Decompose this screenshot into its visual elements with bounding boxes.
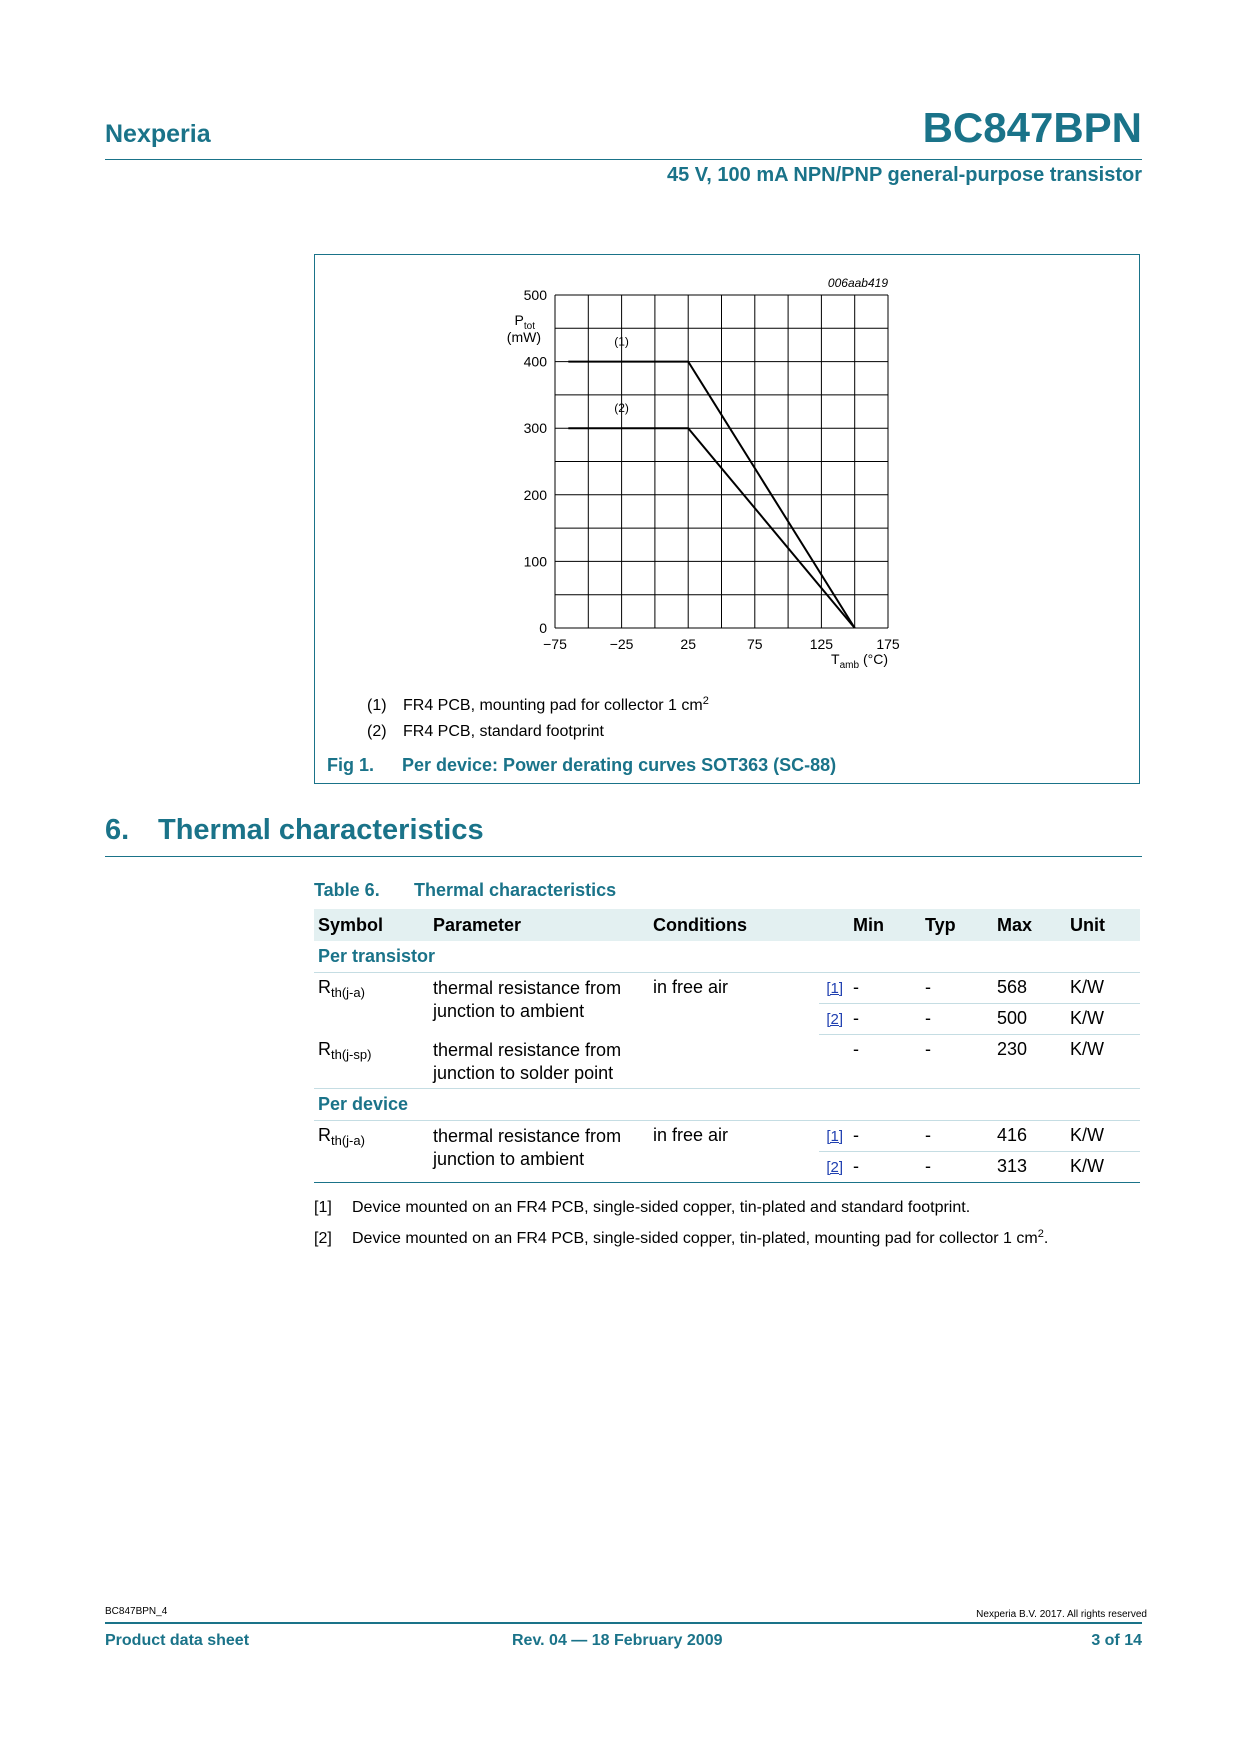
section-heading — [105, 814, 484, 847]
x-tick-label: −75 — [543, 636, 567, 652]
symbol-subscript: th(j-a) — [331, 1133, 365, 1148]
document-subtitle: 45 V, 100 mA NPN/PNP general-purpose transistor — [667, 164, 1142, 186]
header-min: Min — [853, 914, 884, 935]
symbol-subscript: th(j-sp) — [331, 1046, 372, 1062]
figure-note-1 — [367, 695, 709, 715]
figure-code: 006aab419 — [827, 276, 888, 290]
symbol-main: R — [318, 1038, 331, 1059]
conditions-cell: in free air — [653, 977, 729, 997]
ref-cell — [819, 1004, 849, 1035]
x-tick-label: −25 — [609, 636, 634, 652]
header-typ: Typ — [925, 914, 956, 935]
unit-cell: K/W — [1066, 1004, 1140, 1035]
header-max: Max — [997, 914, 1033, 935]
header-symbol: Symbol — [318, 914, 384, 935]
table-footnote-2 — [314, 1228, 1048, 1248]
footnote-number: [2] — [314, 1230, 332, 1247]
table-caption — [314, 880, 616, 901]
footnote-ref-link[interactable]: [1] — [826, 1128, 843, 1145]
min-cell: - — [849, 1004, 921, 1035]
y-tick-label: 400 — [523, 353, 547, 370]
section-number: 6. — [105, 814, 130, 846]
unit-cell: K/W — [1066, 973, 1140, 1004]
min-cell: - — [849, 1152, 921, 1183]
symbol-subscript: th(j-a) — [331, 985, 365, 1000]
copyright-notice: Nexperia B.V. 2017. All rights reserved — [976, 1609, 1147, 1620]
footnote-ref-link[interactable]: [2] — [826, 1159, 843, 1176]
table-row — [314, 1121, 1140, 1152]
series-label: (2) — [614, 401, 629, 416]
document-type: Product data sheet — [105, 1632, 250, 1649]
header-unit: Unit — [1070, 914, 1105, 935]
figure-note-2 — [367, 723, 604, 741]
group-title: Per transistor — [314, 941, 1140, 973]
x-tick-label: 125 — [809, 636, 834, 652]
footnote-ref-link[interactable]: [1] — [826, 980, 843, 997]
typ-cell: - — [921, 1004, 993, 1035]
header-rule — [105, 159, 1142, 160]
table-row — [314, 973, 1140, 1004]
parameter-line-1: thermal resistance from — [433, 978, 622, 998]
figure-note-1-text: FR4 PCB, mounting pad for collector 1 cm — [403, 697, 703, 714]
table-row — [314, 1035, 1140, 1089]
ref-cell — [819, 973, 849, 1004]
series-label: (1) — [614, 334, 629, 349]
ref-cell — [819, 1121, 849, 1152]
x-axis-label-subscript: amb — [839, 660, 860, 671]
figure-box — [314, 254, 1140, 784]
symbol-cell — [314, 1035, 429, 1089]
revision-info: Rev. 04 — 18 February 2009 — [512, 1632, 723, 1649]
min-cell: - — [849, 1121, 921, 1152]
group-row-per-transistor — [314, 941, 1140, 973]
thermal-characteristics-table — [314, 909, 1140, 1183]
conditions-cell — [649, 1035, 819, 1089]
page-number: 3 of 14 — [1091, 1632, 1142, 1649]
table-caption-label: Table 6. — [314, 880, 380, 900]
unit-cell: K/W — [1066, 1121, 1140, 1152]
max-cell: 416 — [993, 1121, 1066, 1152]
figure-note-1-number: (1) — [367, 697, 387, 714]
min-cell: - — [849, 973, 921, 1004]
unit-cell: K/W — [1066, 1152, 1140, 1183]
parameter-line-2: junction to ambient — [433, 1001, 585, 1021]
parameter-line-2: junction to ambient — [433, 1149, 585, 1169]
symbol-cell — [314, 973, 429, 1035]
section-title: Thermal characteristics — [158, 814, 484, 846]
x-axis-label — [831, 651, 888, 671]
y-tick-label: 200 — [523, 486, 547, 503]
group-row-per-device — [314, 1089, 1140, 1121]
symbol-main: R — [318, 977, 331, 997]
ref-cell — [819, 1152, 849, 1183]
typ-cell: - — [921, 1121, 993, 1152]
table-caption-title: Thermal characteristics — [414, 880, 617, 900]
x-tick-label: 75 — [747, 636, 763, 652]
footnote-ref-link[interactable]: [2] — [826, 1011, 843, 1028]
max-cell: 500 — [993, 1004, 1066, 1035]
section-rule — [105, 856, 1142, 857]
unit-cell: K/W — [1066, 1035, 1140, 1089]
part-number: BC847BPN — [922, 104, 1142, 151]
conditions-cell: in free air — [649, 1121, 819, 1183]
y-axis-label-main: P — [514, 312, 524, 328]
table-header-row — [314, 909, 1140, 941]
typ-cell: - — [921, 1152, 993, 1183]
y-axis-unit: (mW) — [506, 329, 541, 345]
brand-name: Nexperia — [105, 120, 211, 148]
parameter-line-2: junction to solder point — [433, 1062, 614, 1083]
x-tick-label: 25 — [680, 636, 696, 652]
header-ref — [819, 909, 849, 941]
parameter-cell — [429, 1121, 649, 1183]
figure-note-1-superscript: 2 — [702, 695, 709, 707]
parameter-line-1: thermal resistance from — [433, 1126, 622, 1146]
document-id: BC847BPN_4 — [105, 1606, 168, 1617]
footnote-superscript: 2 — [1037, 1228, 1044, 1240]
y-axis-label-subscript: tot — [523, 321, 535, 332]
symbol-main: R — [318, 1125, 331, 1145]
typ-cell: - — [921, 973, 993, 1004]
figure-caption — [327, 755, 836, 776]
parameter-cell — [429, 1035, 649, 1089]
typ-cell: - — [921, 1035, 993, 1089]
ref-cell — [819, 1035, 849, 1089]
y-tick-label: 500 — [523, 287, 547, 303]
figure-caption-title: Per device: Power derating curves SOT363 (SC-88) — [402, 755, 837, 775]
footnote-text: Device mounted on an FR4 PCB, single-sided copper, tin-plated and standard footprint. — [352, 1199, 971, 1216]
y-tick-label: 100 — [523, 553, 547, 570]
symbol-cell — [314, 1121, 429, 1183]
footer-rule — [105, 1622, 1142, 1624]
y-tick-label: 0 — [539, 620, 547, 636]
table-footnote-1 — [314, 1199, 970, 1217]
max-cell: 230 — [993, 1035, 1066, 1089]
x-axis-label-main: T — [831, 651, 840, 667]
parameter-cell — [429, 973, 649, 1035]
figure-note-2-number: (2) — [367, 723, 387, 740]
x-axis-label-unit: (°C) — [859, 651, 888, 667]
footnote-tail: . — [1043, 1230, 1049, 1247]
min-cell: - — [849, 1035, 921, 1089]
header-conditions: Conditions — [653, 914, 747, 935]
footnote-number: [1] — [314, 1199, 332, 1216]
footnote-text: Device mounted on an FR4 PCB, single-sided copper, tin-plated, mounting pad for collector 1 cm — [352, 1230, 1038, 1247]
parameter-line-1: thermal resistance from — [433, 1039, 622, 1060]
power-derating-chart — [315, 255, 1141, 675]
y-tick-label: 300 — [523, 420, 547, 437]
header-parameter: Parameter — [433, 914, 522, 935]
group-title: Per device — [314, 1089, 1140, 1121]
x-tick-label: 175 — [876, 636, 900, 652]
max-cell: 313 — [993, 1152, 1066, 1183]
figure-note-2-text: FR4 PCB, standard footprint — [403, 723, 604, 740]
max-cell: 568 — [993, 973, 1066, 1004]
figure-caption-label: Fig 1. — [327, 755, 375, 775]
